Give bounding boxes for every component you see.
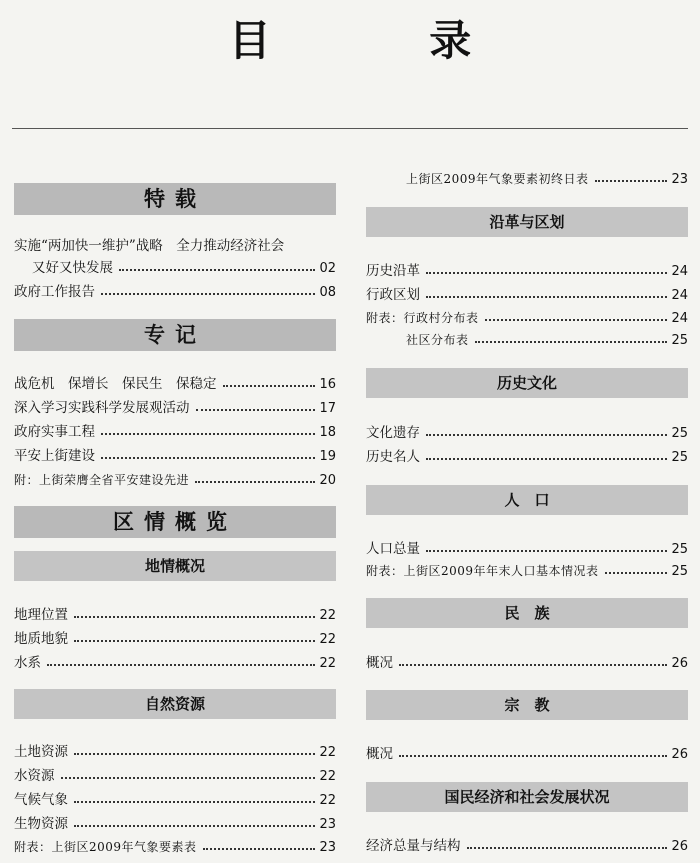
toc-entry[interactable]: 气候气象 22 <box>14 792 336 808</box>
page-number: 24 <box>671 311 688 326</box>
toc-entry[interactable]: 水资源 22 <box>14 768 336 784</box>
section-heading-feature: 专记 <box>14 319 336 351</box>
section-heading-overview: 区情概览 <box>14 506 336 538</box>
toc-entry[interactable]: 附表：行政村分布表 24 <box>366 311 688 326</box>
section-heading-special: 特载 <box>14 183 336 215</box>
section-heading-culture: 历史文化 <box>366 368 688 398</box>
page-number: 25 <box>671 426 688 441</box>
toc-entry[interactable]: 附表：上街区2009年年末人口基本情况表 25 <box>366 564 688 579</box>
section-heading-population: 人 口 <box>366 485 688 515</box>
page-number: 18 <box>319 425 336 440</box>
page-number: 19 <box>319 449 336 464</box>
toc-entry[interactable]: 行政区划 24 <box>366 287 688 303</box>
toc-entry[interactable]: 人口总量 25 <box>366 541 688 557</box>
page-number: 22 <box>319 745 336 760</box>
subsection-heading-geography: 地情概况 <box>14 551 336 581</box>
toc-entry[interactable]: 上街区2009年气象要素初终日表 23 <box>406 172 688 187</box>
page-number: 25 <box>671 333 688 348</box>
toc-entry[interactable]: 又好又快发展 02 <box>32 260 336 276</box>
section-heading-religion: 宗 教 <box>366 690 688 720</box>
toc-entry[interactable]: 战危机 保增长 保民生 保稳定 16 <box>14 376 336 392</box>
page-number: 22 <box>319 608 336 623</box>
subsection-heading-resources: 自然资源 <box>14 689 336 719</box>
section-heading-ethnic: 民 族 <box>366 598 688 628</box>
page-number: 22 <box>319 793 336 808</box>
toc-entry[interactable]: 历史名人 25 <box>366 449 688 465</box>
page-number: 23 <box>319 840 336 855</box>
page-number: 20 <box>319 473 336 488</box>
toc-entry[interactable]: 附：上街荣膺全省平安建设先进 20 <box>14 473 336 488</box>
page-number: 22 <box>319 632 336 647</box>
toc-entry[interactable]: 深入学习实践科学发展观活动 17 <box>14 400 336 416</box>
toc-entry[interactable]: 生物资源 23 <box>14 816 336 832</box>
page-number: 26 <box>671 839 688 854</box>
toc-entry[interactable]: 土地资源 22 <box>14 744 336 760</box>
page-number: 22 <box>319 656 336 671</box>
toc-entry[interactable]: 历史沿革 24 <box>366 263 688 279</box>
section-heading-history: 沿革与区划 <box>366 207 688 237</box>
toc-entry[interactable]: 文化遗存 25 <box>366 425 688 441</box>
toc-entry[interactable]: 平安上街建设 19 <box>14 448 336 464</box>
toc-entry[interactable]: 政府工作报告 08 <box>14 284 336 300</box>
toc-entry[interactable]: 附表：上街区2009年气象要素表 23 <box>14 840 336 855</box>
toc-entry[interactable]: 地理位置 22 <box>14 607 336 623</box>
toc-entry-text[interactable]: 实施“两加快一维护”战略 全力推动经济社会 <box>14 238 285 254</box>
page-number: 26 <box>671 747 688 762</box>
section-heading-economy: 国民经济和社会发展状况 <box>366 782 688 812</box>
page-number: 25 <box>671 564 688 579</box>
page-title: 目 录 <box>228 16 544 65</box>
toc-entry[interactable]: 水系 22 <box>14 655 336 671</box>
page-number: 22 <box>319 769 336 784</box>
page-number: 24 <box>671 288 688 303</box>
toc-entry[interactable]: 概况 26 <box>366 655 688 671</box>
toc-entry[interactable]: 地质地貌 22 <box>14 631 336 647</box>
page-number: 23 <box>319 817 336 832</box>
page-number: 17 <box>319 401 336 416</box>
toc-entry[interactable]: 经济总量与结构 26 <box>366 838 688 854</box>
page-number: 25 <box>671 542 688 557</box>
page-number: 23 <box>671 172 688 187</box>
page-number: 08 <box>319 285 336 300</box>
toc-entry[interactable]: 社区分布表 25 <box>406 333 688 348</box>
page-number: 25 <box>671 450 688 465</box>
page-number: 16 <box>319 377 336 392</box>
toc-entry[interactable]: 政府实事工程 18 <box>14 424 336 440</box>
toc-entry[interactable]: 概况 26 <box>366 746 688 762</box>
page-number: 26 <box>671 656 688 671</box>
page-number: 24 <box>671 264 688 279</box>
page-number: 02 <box>319 261 336 276</box>
header-rule <box>12 128 688 129</box>
